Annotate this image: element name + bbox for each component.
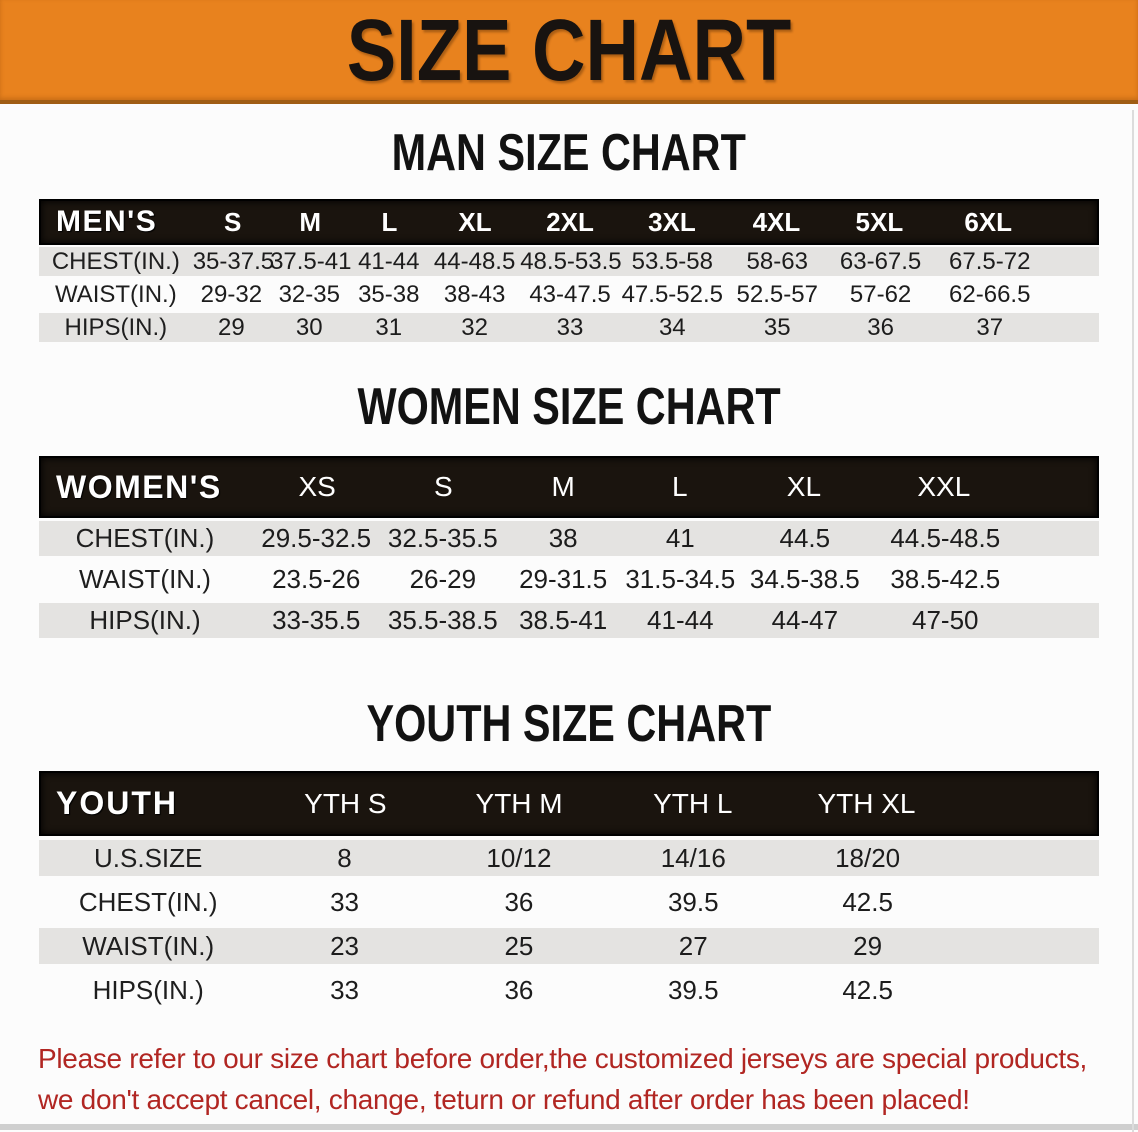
men-value-cell: 67.5-72 <box>949 247 1031 275</box>
men-value-cell: 29-32 <box>200 280 263 308</box>
womens-section <box>0 376 1138 641</box>
youth-size-column-header: YTH S <box>304 787 387 819</box>
men-size-column-header: 3XL <box>648 206 696 237</box>
women-size-column-header: S <box>433 471 453 502</box>
youth-row-label: WAIST(IN.) <box>82 930 215 961</box>
men-value-cell: 41-44 <box>358 247 420 275</box>
mens-section <box>0 122 1138 344</box>
men-value-cell: 37.5-41 <box>270 247 352 275</box>
youth-value-cell: 18/20 <box>835 842 901 873</box>
men-value-cell: 44-48.5 <box>433 247 516 275</box>
men-table-row <box>39 245 1099 278</box>
men-value-cell: 35 <box>763 313 791 341</box>
women-table-row <box>39 518 1099 559</box>
men-value-cell: 34 <box>658 313 686 341</box>
men-value-cell: 33 <box>556 313 584 341</box>
women-size-column-header: M <box>551 471 575 502</box>
youth-row-label: U.S.SIZE <box>94 842 203 873</box>
men-row-label: HIPS(IN.) <box>64 313 168 341</box>
men-value-cell: 47.5-52.5 <box>621 280 723 308</box>
youth-value-cell: 29 <box>853 930 883 961</box>
women-size-column-header: XL <box>786 471 822 502</box>
youth-value-cell: 14/16 <box>660 842 726 873</box>
men-size-column-header: 5XL <box>855 206 904 237</box>
youth-value-cell: 36 <box>504 974 534 1005</box>
disclaimer <box>0 1038 1138 1120</box>
men-value-cell: 43-47.5 <box>529 280 611 308</box>
women-value-cell: 29.5-32.5 <box>261 523 372 553</box>
women-value-cell: 29-31.5 <box>519 564 608 594</box>
women-value-cell: 47-50 <box>912 605 979 635</box>
youth-size-column-header: YTH L <box>653 787 733 819</box>
youth-value-cell: 8 <box>337 842 352 873</box>
men-value-cell: 35-38 <box>358 280 420 308</box>
men-size-column-header: L <box>381 206 398 237</box>
men-value-cell: 48.5-53.5 <box>520 247 622 275</box>
women-size-column-header: L <box>672 471 688 502</box>
women-corner-label: WOMEN'S <box>56 468 222 505</box>
youth-value-cell: 23 <box>330 930 359 961</box>
youth-value-cell: 27 <box>678 930 708 961</box>
disclaimer-line-2: we don't accept cancel, change, teturn or refund after order has been placed! <box>38 1084 970 1115</box>
women-table-row <box>39 600 1099 641</box>
men-value-cell: 57-62 <box>849 280 912 308</box>
youth-section-heading <box>0 693 1138 753</box>
womens-section-heading-text: WOMEN SIZE CHART <box>357 376 781 436</box>
women-value-cell: 44.5-48.5 <box>890 523 1001 553</box>
men-size-column-header: S <box>223 206 242 237</box>
women-value-cell: 34.5-38.5 <box>749 564 860 594</box>
women-value-cell: 32.5-35.5 <box>387 523 498 553</box>
men-size-column-header: 6XL <box>964 206 1012 237</box>
size-chart-banner <box>0 0 1138 104</box>
women-row-label: CHEST(IN.) <box>75 523 215 553</box>
youth-value-cell: 36 <box>504 886 534 917</box>
youth-corner-label: YOUTH <box>56 785 178 821</box>
women-value-cell: 44.5 <box>779 523 831 553</box>
youth-table-row <box>39 968 1099 1012</box>
men-value-cell: 36 <box>867 313 894 341</box>
men-table-header-row <box>39 199 1099 245</box>
mens-size-table <box>39 199 1099 344</box>
youth-value-cell: 42.5 <box>842 974 893 1005</box>
men-table-row <box>39 311 1099 344</box>
women-value-cell: 35.5-38.5 <box>387 605 498 635</box>
women-table-header-row <box>39 456 1099 518</box>
women-value-cell: 23.5-26 <box>272 564 361 594</box>
women-value-cell: 26-29 <box>409 564 477 594</box>
men-size-column-header: 4XL <box>752 206 801 237</box>
youth-table-header-row <box>39 771 1099 836</box>
youth-size-column-header: YTH XL <box>817 787 916 819</box>
womens-size-table <box>39 456 1099 641</box>
men-row-label: CHEST(IN.) <box>51 247 180 275</box>
women-row-label: HIPS(IN.) <box>89 605 201 635</box>
youth-section <box>0 693 1138 1012</box>
men-value-cell: 32-35 <box>278 280 340 308</box>
men-value-cell: 37 <box>976 313 1004 341</box>
women-value-cell: 31.5-34.5 <box>625 564 736 594</box>
men-value-cell: 32 <box>461 313 488 341</box>
women-value-cell: 41-44 <box>647 605 714 635</box>
mens-section-heading-text: MAN SIZE CHART <box>391 122 747 182</box>
bottom-edge-strip <box>0 1124 1138 1130</box>
youth-table-row <box>39 836 1099 880</box>
youth-table-row <box>39 924 1099 968</box>
youth-size-column-header: YTH M <box>475 787 563 819</box>
women-value-cell: 38 <box>548 523 578 553</box>
men-value-cell: 30 <box>295 313 323 341</box>
men-value-cell: 62-66.5 <box>949 280 1031 308</box>
women-value-cell: 38.5-41 <box>519 605 608 635</box>
women-value-cell: 41 <box>665 523 695 553</box>
banner-title: SIZE CHART <box>346 0 792 99</box>
youth-value-cell: 33 <box>330 974 359 1005</box>
youth-value-cell: 25 <box>504 930 534 961</box>
youth-row-label: CHEST(IN.) <box>78 886 218 917</box>
men-value-cell: 52.5-57 <box>736 280 818 308</box>
men-value-cell: 53.5-58 <box>631 247 713 275</box>
youth-value-cell: 33 <box>330 886 359 917</box>
women-value-cell: 33-35.5 <box>272 605 361 635</box>
men-value-cell: 31 <box>375 313 403 341</box>
youth-table-row <box>39 880 1099 924</box>
disclaimer-line-1: Please refer to our size chart before order,the customized jerseys are special products, <box>38 1043 1088 1074</box>
women-value-cell: 44-47 <box>771 605 839 635</box>
youth-value-cell: 39.5 <box>667 886 719 917</box>
men-row-label: WAIST(IN.) <box>54 280 177 308</box>
youth-value-cell: 39.5 <box>667 974 719 1005</box>
men-value-cell: 38-43 <box>443 280 506 308</box>
men-corner-label: MEN'S <box>56 205 158 238</box>
women-table-row <box>39 559 1099 600</box>
women-row-label: WAIST(IN.) <box>79 564 211 594</box>
womens-section-heading <box>0 376 1138 436</box>
men-size-column-header: M <box>299 206 322 237</box>
men-value-cell: 29 <box>218 313 245 341</box>
youth-size-table <box>39 771 1099 1012</box>
women-size-column-header: XXL <box>917 471 971 502</box>
women-size-column-header: XS <box>298 471 336 502</box>
men-value-cell: 58-63 <box>746 247 808 275</box>
men-size-column-header: XL <box>458 206 492 237</box>
youth-value-cell: 42.5 <box>842 886 893 917</box>
youth-section-heading-text: YOUTH SIZE CHART <box>366 693 772 753</box>
youth-row-label: HIPS(IN.) <box>92 974 204 1005</box>
men-value-cell: 35-37.5 <box>192 247 275 275</box>
right-edge-line <box>1132 110 1134 1132</box>
mens-section-heading <box>0 122 1138 182</box>
youth-value-cell: 10/12 <box>486 842 552 873</box>
men-table-row <box>39 278 1099 311</box>
women-value-cell: 38.5-42.5 <box>890 564 1001 594</box>
men-size-column-header: 2XL <box>546 206 594 237</box>
men-value-cell: 63-67.5 <box>839 247 922 275</box>
